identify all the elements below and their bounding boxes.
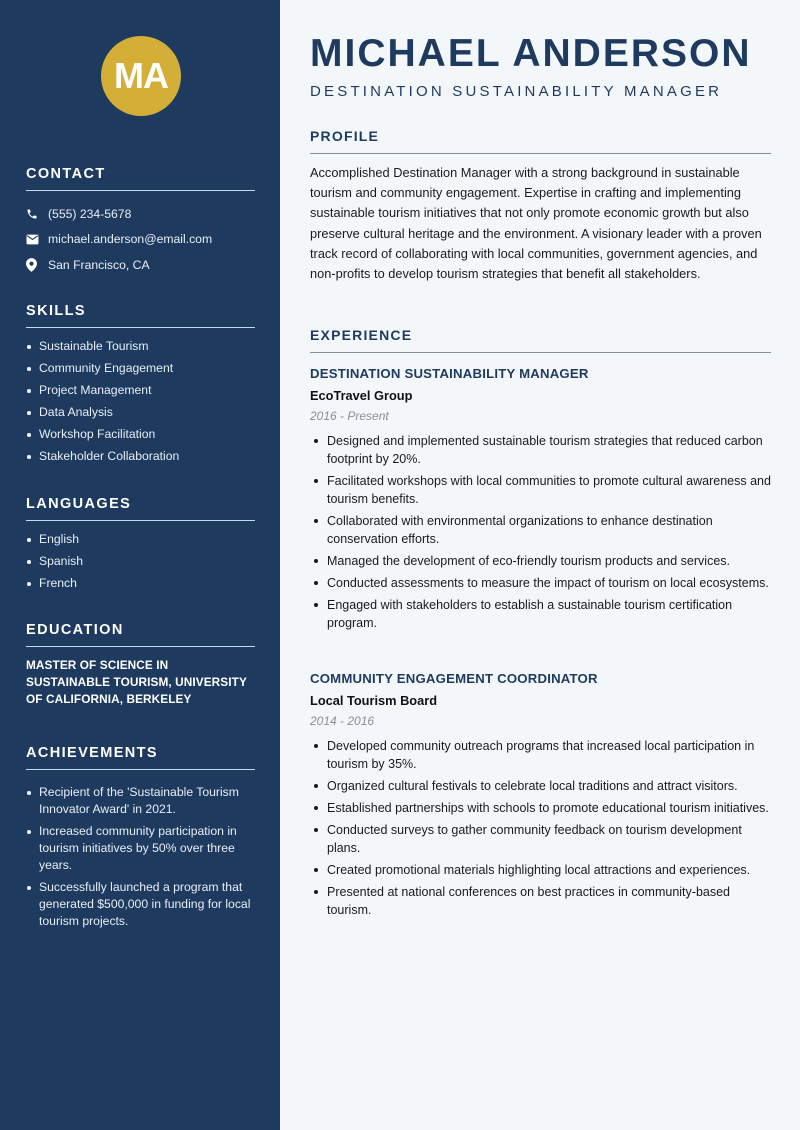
education-section bbox=[26, 622, 255, 708]
avatar-initials: MA bbox=[101, 36, 181, 116]
skill-item: Stakeholder Collaboration bbox=[26, 448, 255, 465]
phone-icon bbox=[26, 208, 48, 220]
job-bullet: Developed community outreach programs that increased local participation in tourism by 35%. bbox=[310, 737, 771, 773]
language-item: Spanish bbox=[26, 553, 255, 570]
profile-summary: Accomplished Destination Manager with a strong background in sustainable tourism and community engagement. Expertise in crafting and implementing sustainable tourism initiatives that not only promote economic growth but also preserve cultural heritage and the environment. A visionary leader with a proven track record of collaborating with local communities, government agencies, and non-profits to develop tourism strategies that benefit all stakeholders. bbox=[310, 165, 762, 282]
company-name: Local Tourism Board bbox=[310, 693, 438, 708]
contact-phone[interactable] bbox=[26, 201, 255, 227]
skill-item: Sustainable Tourism bbox=[26, 338, 255, 355]
email-icon bbox=[26, 234, 48, 245]
contact-location bbox=[26, 252, 255, 278]
section-heading: SKILLS bbox=[26, 303, 255, 328]
profile-heading: PROFILE bbox=[310, 128, 771, 154]
experience-heading: EXPERIENCE bbox=[310, 327, 771, 353]
location-pin-icon bbox=[26, 258, 48, 272]
contact-text: (555) 234-5678 bbox=[48, 206, 132, 221]
job-entry bbox=[310, 671, 771, 923]
job-bullet: Organized cultural festivals to celebrate local traditions and attract visitors. bbox=[310, 777, 771, 795]
languages-section bbox=[26, 496, 255, 597]
skill-item: Community Engagement bbox=[26, 360, 255, 377]
achievement-item: Increased community participation in tourism initiatives by 50% over three years. bbox=[26, 823, 255, 874]
job-title-header: DESTINATION SUSTAINABILITY MANAGER bbox=[310, 83, 723, 100]
contact-section bbox=[26, 166, 255, 278]
job-bullet: Managed the development of eco-friendly tourism products and services. bbox=[310, 552, 771, 570]
skill-item: Workshop Facilitation bbox=[26, 426, 255, 443]
job-bullet: Engaged with stakeholders to establish a sustainable tourism certification program. bbox=[310, 596, 771, 632]
skill-item: Data Analysis bbox=[26, 404, 255, 421]
contact-email[interactable] bbox=[26, 227, 255, 253]
job-bullet: Conducted surveys to gather community feedback on tourism development plans. bbox=[310, 821, 771, 857]
contact-text: michael.anderson@email.com bbox=[48, 232, 213, 247]
skills-section bbox=[26, 303, 255, 470]
job-bullet: Established partnerships with schools to promote educational tourism initiatives. bbox=[310, 799, 771, 817]
candidate-name: MICHAEL ANDERSON bbox=[310, 32, 752, 75]
job-entry bbox=[310, 366, 771, 636]
language-item: French bbox=[26, 575, 255, 592]
section-heading: CONTACT bbox=[26, 166, 255, 191]
sidebar bbox=[0, 0, 280, 1130]
language-item: English bbox=[26, 531, 255, 548]
job-bullet: Created promotional materials highlighting local attractions and experiences. bbox=[310, 861, 771, 879]
company-name: EcoTravel Group bbox=[310, 388, 413, 403]
job-dates: 2014 - 2016 bbox=[310, 714, 375, 728]
section-heading: ACHIEVEMENTS bbox=[26, 745, 255, 770]
job-bullet: Conducted assessments to measure the impact of tourism on local ecosystems. bbox=[310, 574, 771, 592]
achievements-section bbox=[26, 745, 255, 935]
education-degree: MASTER OF SCIENCE IN SUSTAINABLE TOURISM, UNIVERSITY OF CALIFORNIA, BERKELEY bbox=[26, 658, 247, 706]
job-dates: 2016 - Present bbox=[310, 409, 389, 423]
section-heading: LANGUAGES bbox=[26, 496, 255, 521]
job-title: COMMUNITY ENGAGEMENT COORDINATOR bbox=[310, 671, 598, 686]
skill-item: Project Management bbox=[26, 382, 255, 399]
achievement-item: Successfully launched a program that generated $500,000 in funding for local tourism projects. bbox=[26, 879, 255, 930]
section-heading: EDUCATION bbox=[26, 622, 255, 647]
job-title: DESTINATION SUSTAINABILITY MANAGER bbox=[310, 366, 589, 381]
job-bullet: Collaborated with environmental organizations to enhance destination conservation efforts. bbox=[310, 512, 771, 548]
job-bullet: Designed and implemented sustainable tourism strategies that reduced carbon footprint by 20%. bbox=[310, 432, 771, 468]
contact-text: San Francisco, CA bbox=[48, 257, 150, 272]
achievement-item: Recipient of the 'Sustainable Tourism Innovator Award' in 2021. bbox=[26, 784, 255, 818]
job-bullet: Presented at national conferences on best practices in community-based tourism. bbox=[310, 883, 771, 919]
job-bullet: Facilitated workshops with local communities to promote cultural awareness and tourism benefits. bbox=[310, 472, 771, 508]
